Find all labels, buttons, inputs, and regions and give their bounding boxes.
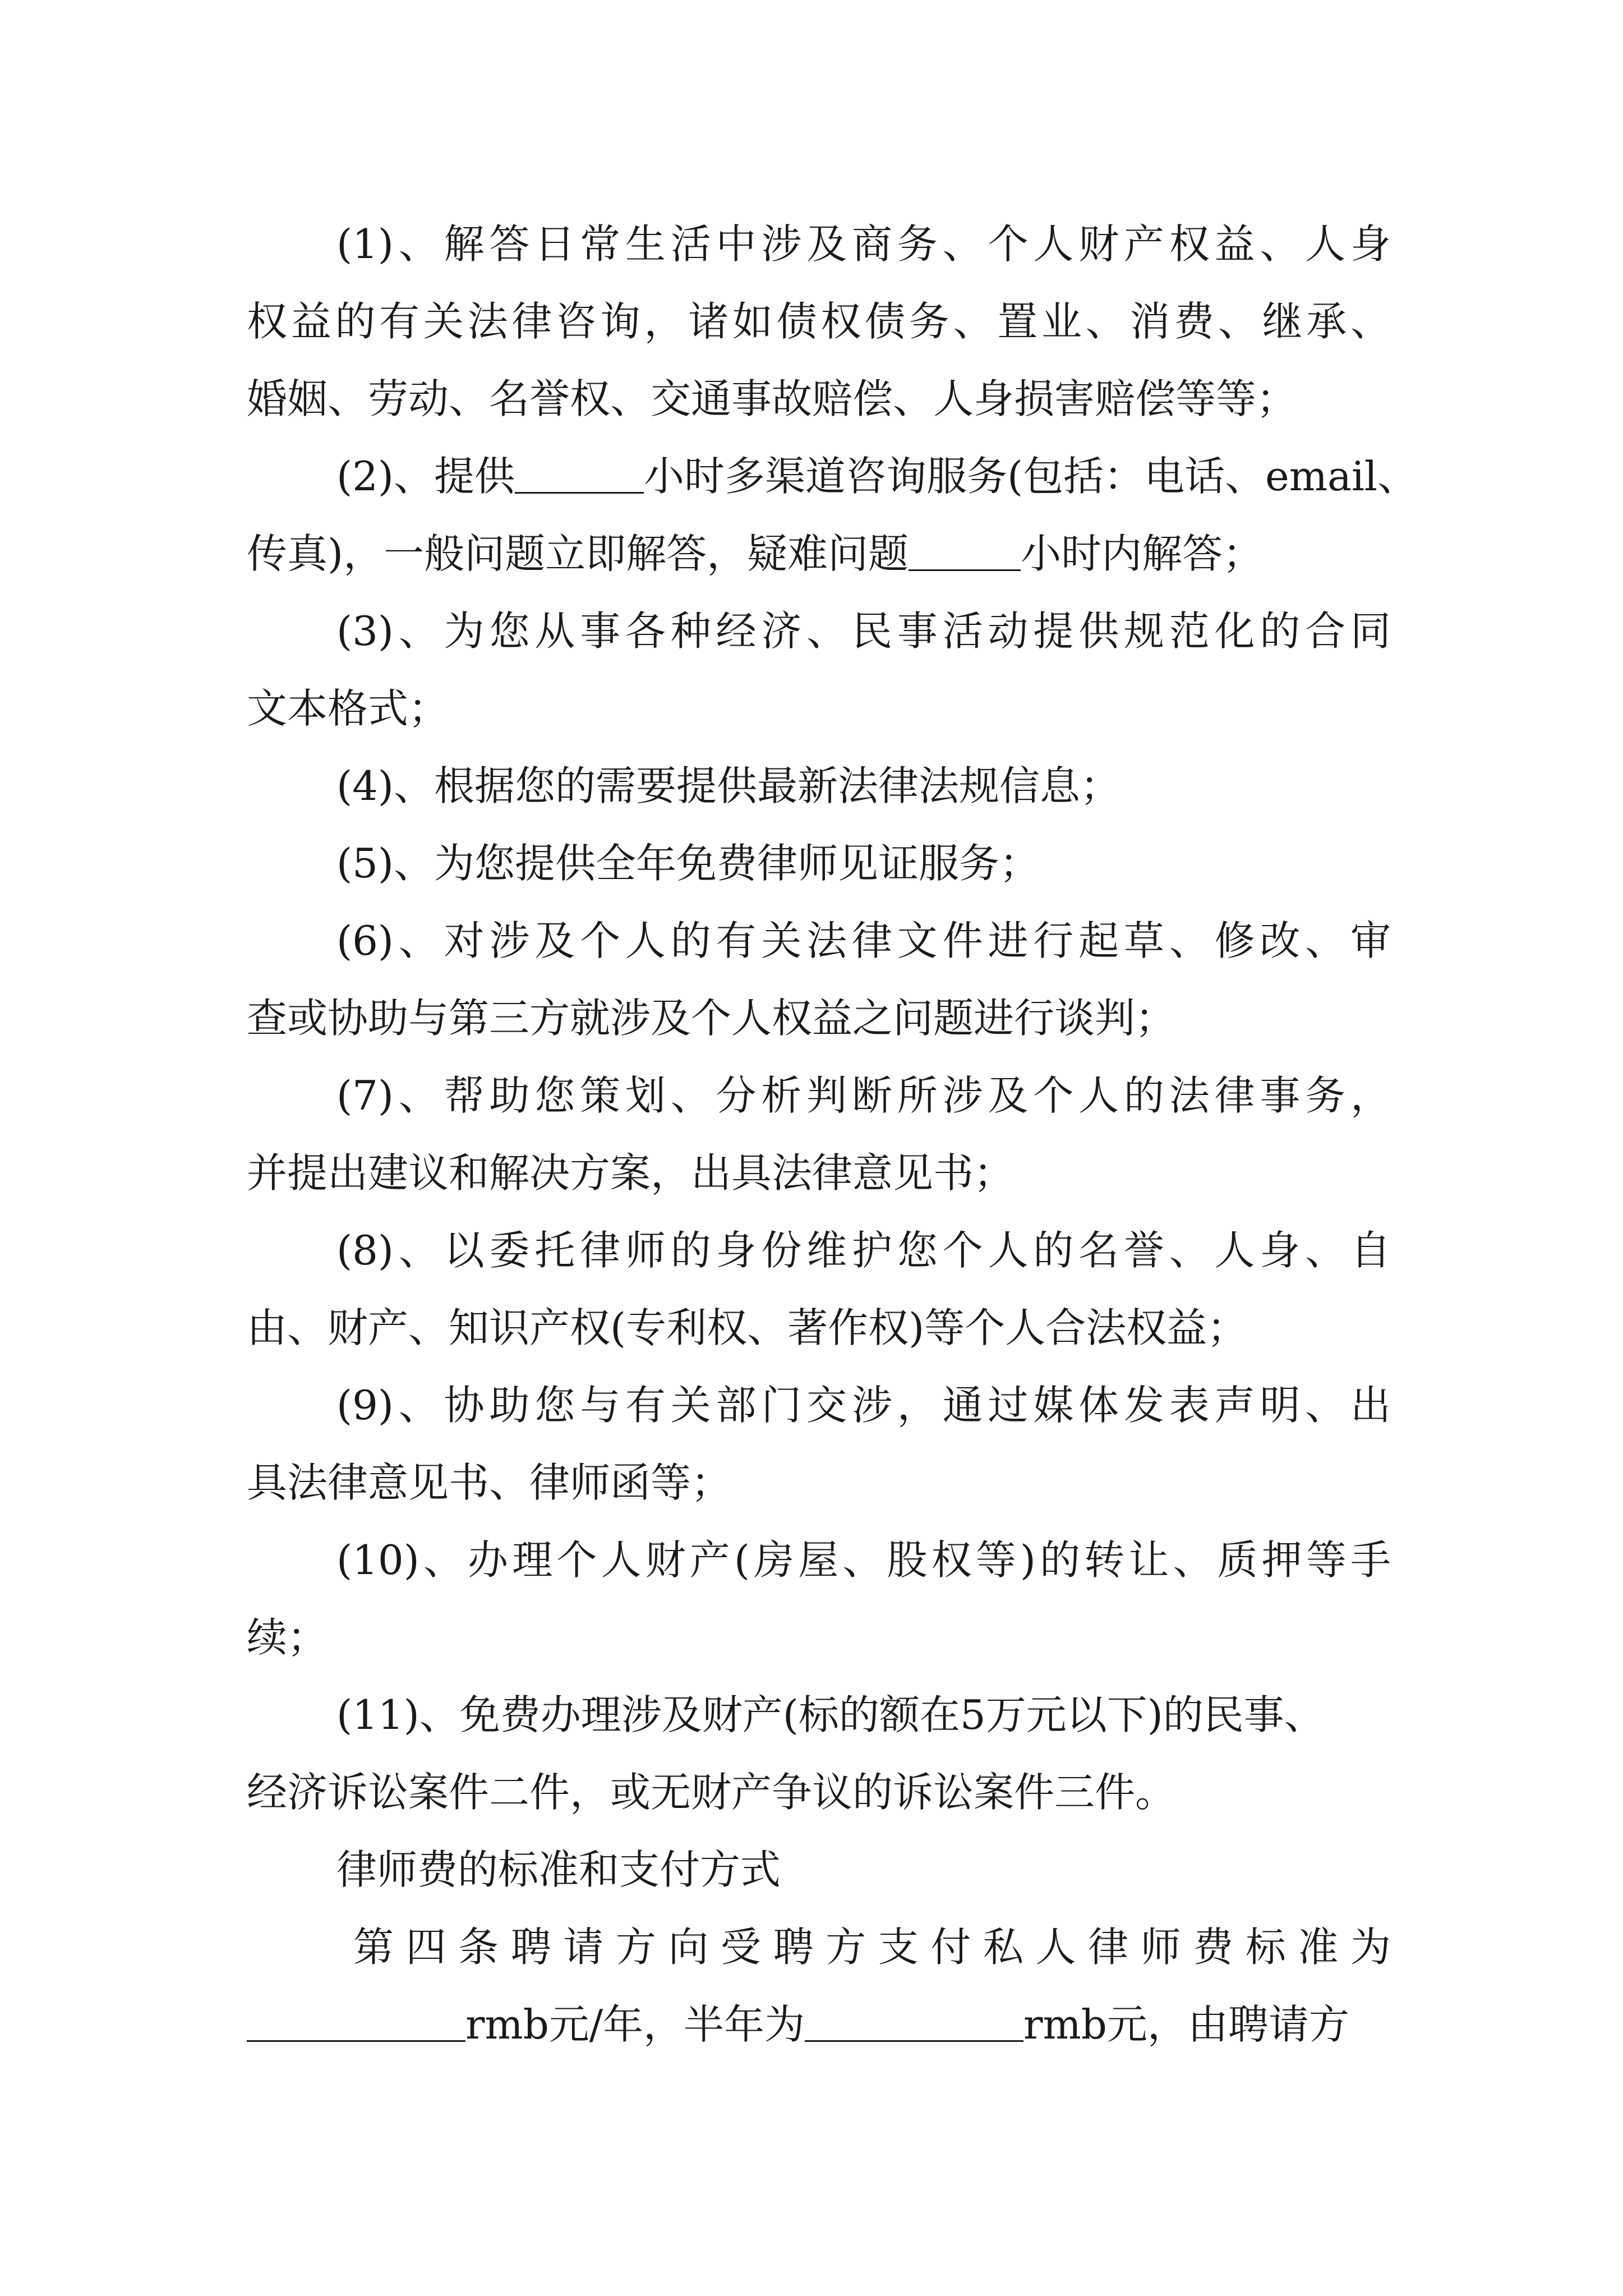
item-9-line-1: (9)、协助您与有关部门交涉，通过媒体发表声明、出 xyxy=(336,1382,1391,1429)
item-1-line-3: 婚姻、劳动、名誉权、交通事故赔偿、人身损害赔偿等等； xyxy=(247,375,1297,422)
item-2-text-c: 传真)，一般问题立即解答，疑难问题 xyxy=(247,530,909,577)
item-8-line-2: 由、财产、知识产权(专利权、著作权)等个人合法权益； xyxy=(247,1304,1248,1351)
article-4-line-2 xyxy=(247,1994,1391,2055)
item-3-line-2: 文本格式； xyxy=(247,685,449,732)
half-year-fee-blank[interactable] xyxy=(805,2000,1023,2042)
fee-section-heading: 律师费的标准和支付方式 xyxy=(336,1846,781,1893)
item-2-line-2 xyxy=(247,523,1391,585)
item-9-line-2: 具法律意见书、律师函等； xyxy=(247,1459,732,1506)
item-3-line-1: (3)、为您从事各种经济、民事活动提供规范化的合同 xyxy=(336,608,1391,655)
item-6-line-1: (6)、对涉及个人的有关法律文件进行起草、修改、审 xyxy=(336,917,1391,964)
item-7-line-2: 并提出建议和解决方案，出具法律意见书； xyxy=(247,1149,1015,1197)
item-5-line-1: (5)、为您提供全年免费律师见证服务； xyxy=(336,840,1040,887)
article-4-text-a: rmb元/年，半年为 xyxy=(465,2001,805,2048)
item-10-line-2: 续； xyxy=(247,1614,328,1661)
annual-fee-blank[interactable] xyxy=(247,2000,465,2042)
article-4-text-b: rmb元，由聘请方 xyxy=(1023,2001,1349,2048)
item-1-line-2: 权益的有关法律咨询，诸如债权债务、置业、消费、继承、 xyxy=(247,298,1391,345)
item-11-line-2: 经济诉讼案件二件，或无财产争议的诉讼案件三件。 xyxy=(247,1769,1176,1816)
item-2-line-1 xyxy=(336,445,1418,507)
article-4-line-1: 第四条聘请方向受聘方支付私人律师费标准为 xyxy=(353,1924,1391,1971)
item-11-line-1: (11)、免费办理涉及财产(标的额在5万元以下)的民事、 xyxy=(336,1691,1325,1738)
difficult-hours-blank[interactable] xyxy=(909,529,1021,571)
item-7-line-1: (7)、帮助您策划、分析判断所涉及个人的法律事务， xyxy=(336,1072,1391,1119)
hours-blank[interactable] xyxy=(515,452,644,494)
item-1-line-1: (1)、解答日常生活中涉及商务、个人财产权益、人身 xyxy=(336,220,1391,268)
item-6-line-2: 查或协助与第三方就涉及个人权益之问题进行谈判； xyxy=(247,995,1176,1042)
item-2-text-a: (2)、提供 xyxy=(336,453,515,500)
item-2-text-b: 小时多渠道咨询服务(包括：电话、email、 xyxy=(644,453,1418,500)
item-2-text-d: 小时内解答； xyxy=(1021,530,1264,577)
item-4-line-1: (4)、根据您的需要提供最新法律法规信息； xyxy=(336,762,1121,809)
item-8-line-1: (8)、以委托律师的身份维护您个人的名誉、人身、自 xyxy=(336,1227,1391,1274)
item-10-line-1: (10)、办理个人财产(房屋、股权等)的转让、质押等手 xyxy=(336,1536,1391,1584)
